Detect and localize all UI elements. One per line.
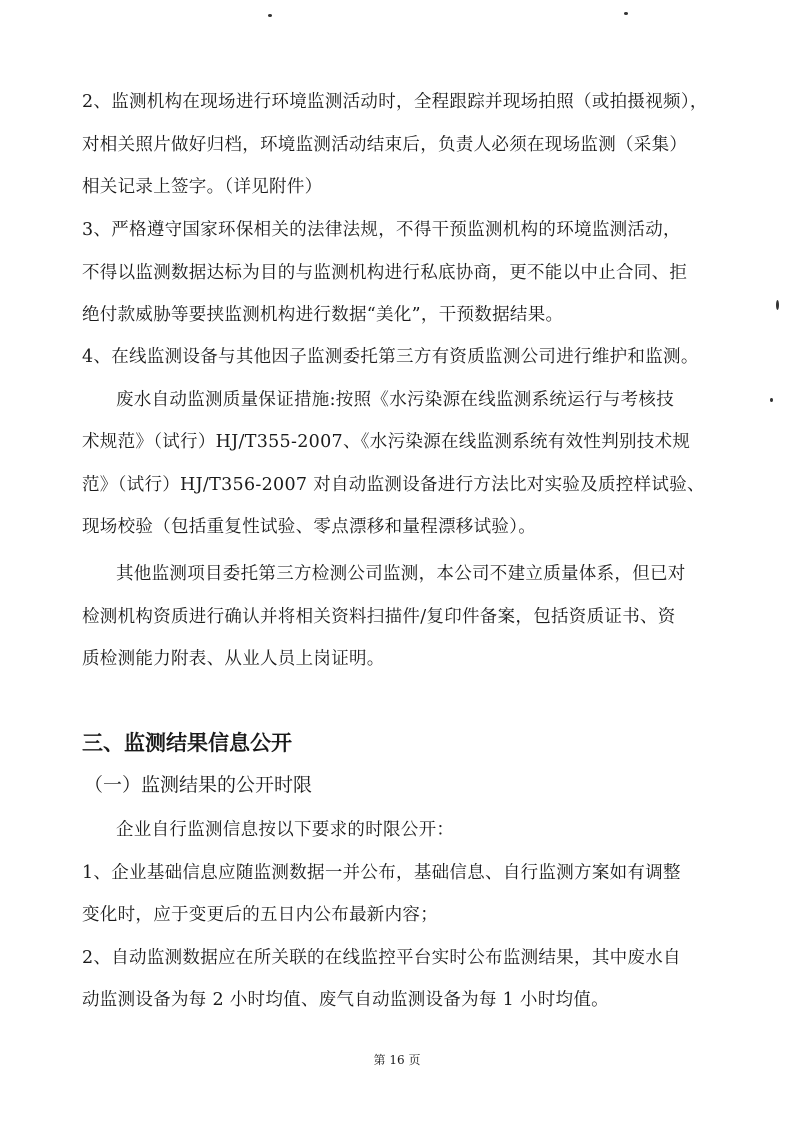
paragraph-line: 企业自行监测信息按以下要求的时限公开：	[116, 820, 455, 840]
paragraph-line: 2、自动监测数据应在所关联的在线监控平台实时公布监测结果，其中废水自	[82, 948, 681, 968]
paragraph-line: 检测机构资质进行确认并将相关资料扫描件/复印件备案，包括资质证书、资	[82, 607, 676, 627]
paragraph-line: 现场校验（包括重复性试验、零点漂移和量程漂移试验）。	[82, 517, 537, 537]
paragraph-line: 变化时，应于变更后的五日内公布最新内容；	[82, 905, 438, 925]
scan-mark	[268, 14, 272, 17]
paragraph-line: 4、在线监测设备与其他因子监测委托第三方有资质监测公司进行维护和监测。	[82, 347, 699, 367]
paragraph-line: 废水自动监测质量保证措施:按照《水污染源在线监测系统运行与考核技	[116, 390, 674, 410]
paragraph-line: 术规范》（试行）HJ/T355-2007、《水污染源在线监测系统有效性判别技术规	[82, 432, 691, 452]
paragraph-line: 其他监测项目委托第三方检测公司监测，本公司不建立质量体系，但已对	[116, 564, 686, 584]
scan-mark	[770, 398, 773, 402]
paragraph-line: 2、监测机构在现场进行环境监测活动时，全程跟踪并现场拍照（或拍摄视频），	[82, 92, 708, 112]
scan-mark	[624, 12, 628, 15]
scan-mark	[776, 300, 779, 310]
subsection-heading: （一）监测结果的公开时限	[84, 774, 313, 796]
paragraph-line: 对相关照片做好归档，环境监测活动结束后，负责人必须在现场监测（采集）	[82, 135, 688, 155]
paragraph-line: 3、严格遵守国家环保相关的法律法规，不得干预监测机构的环境监测活动，	[82, 220, 681, 240]
page-number: 第 16 页	[373, 1053, 421, 1067]
paragraph-line: 1、企业基础信息应随监测数据一并公布，基础信息、自行监测方案如有调整	[82, 863, 681, 883]
paragraph-line: 质检测能力附表、从业人员上岗证明。	[82, 649, 385, 669]
section-heading: 三、监测结果信息公开	[82, 731, 292, 755]
paragraph-line: 动监测设备为每 2 小时均值、废气自动监测设备为每 1 小时均值。	[82, 990, 609, 1010]
paragraph-line: 绝付款威胁等要挟监测机构进行数据“美化”，干预数据结果。	[82, 305, 564, 325]
paragraph-line: 相关记录上签字。（详见附件）	[82, 177, 323, 197]
paragraph-line: 不得以监测数据达标为目的与监测机构进行私底协商，更不能以中止合同、拒	[82, 263, 688, 283]
paragraph-line: 范》（试行）HJ/T356-2007 对自动监测设备进行方法比对实验及质控样试验、	[82, 475, 705, 495]
